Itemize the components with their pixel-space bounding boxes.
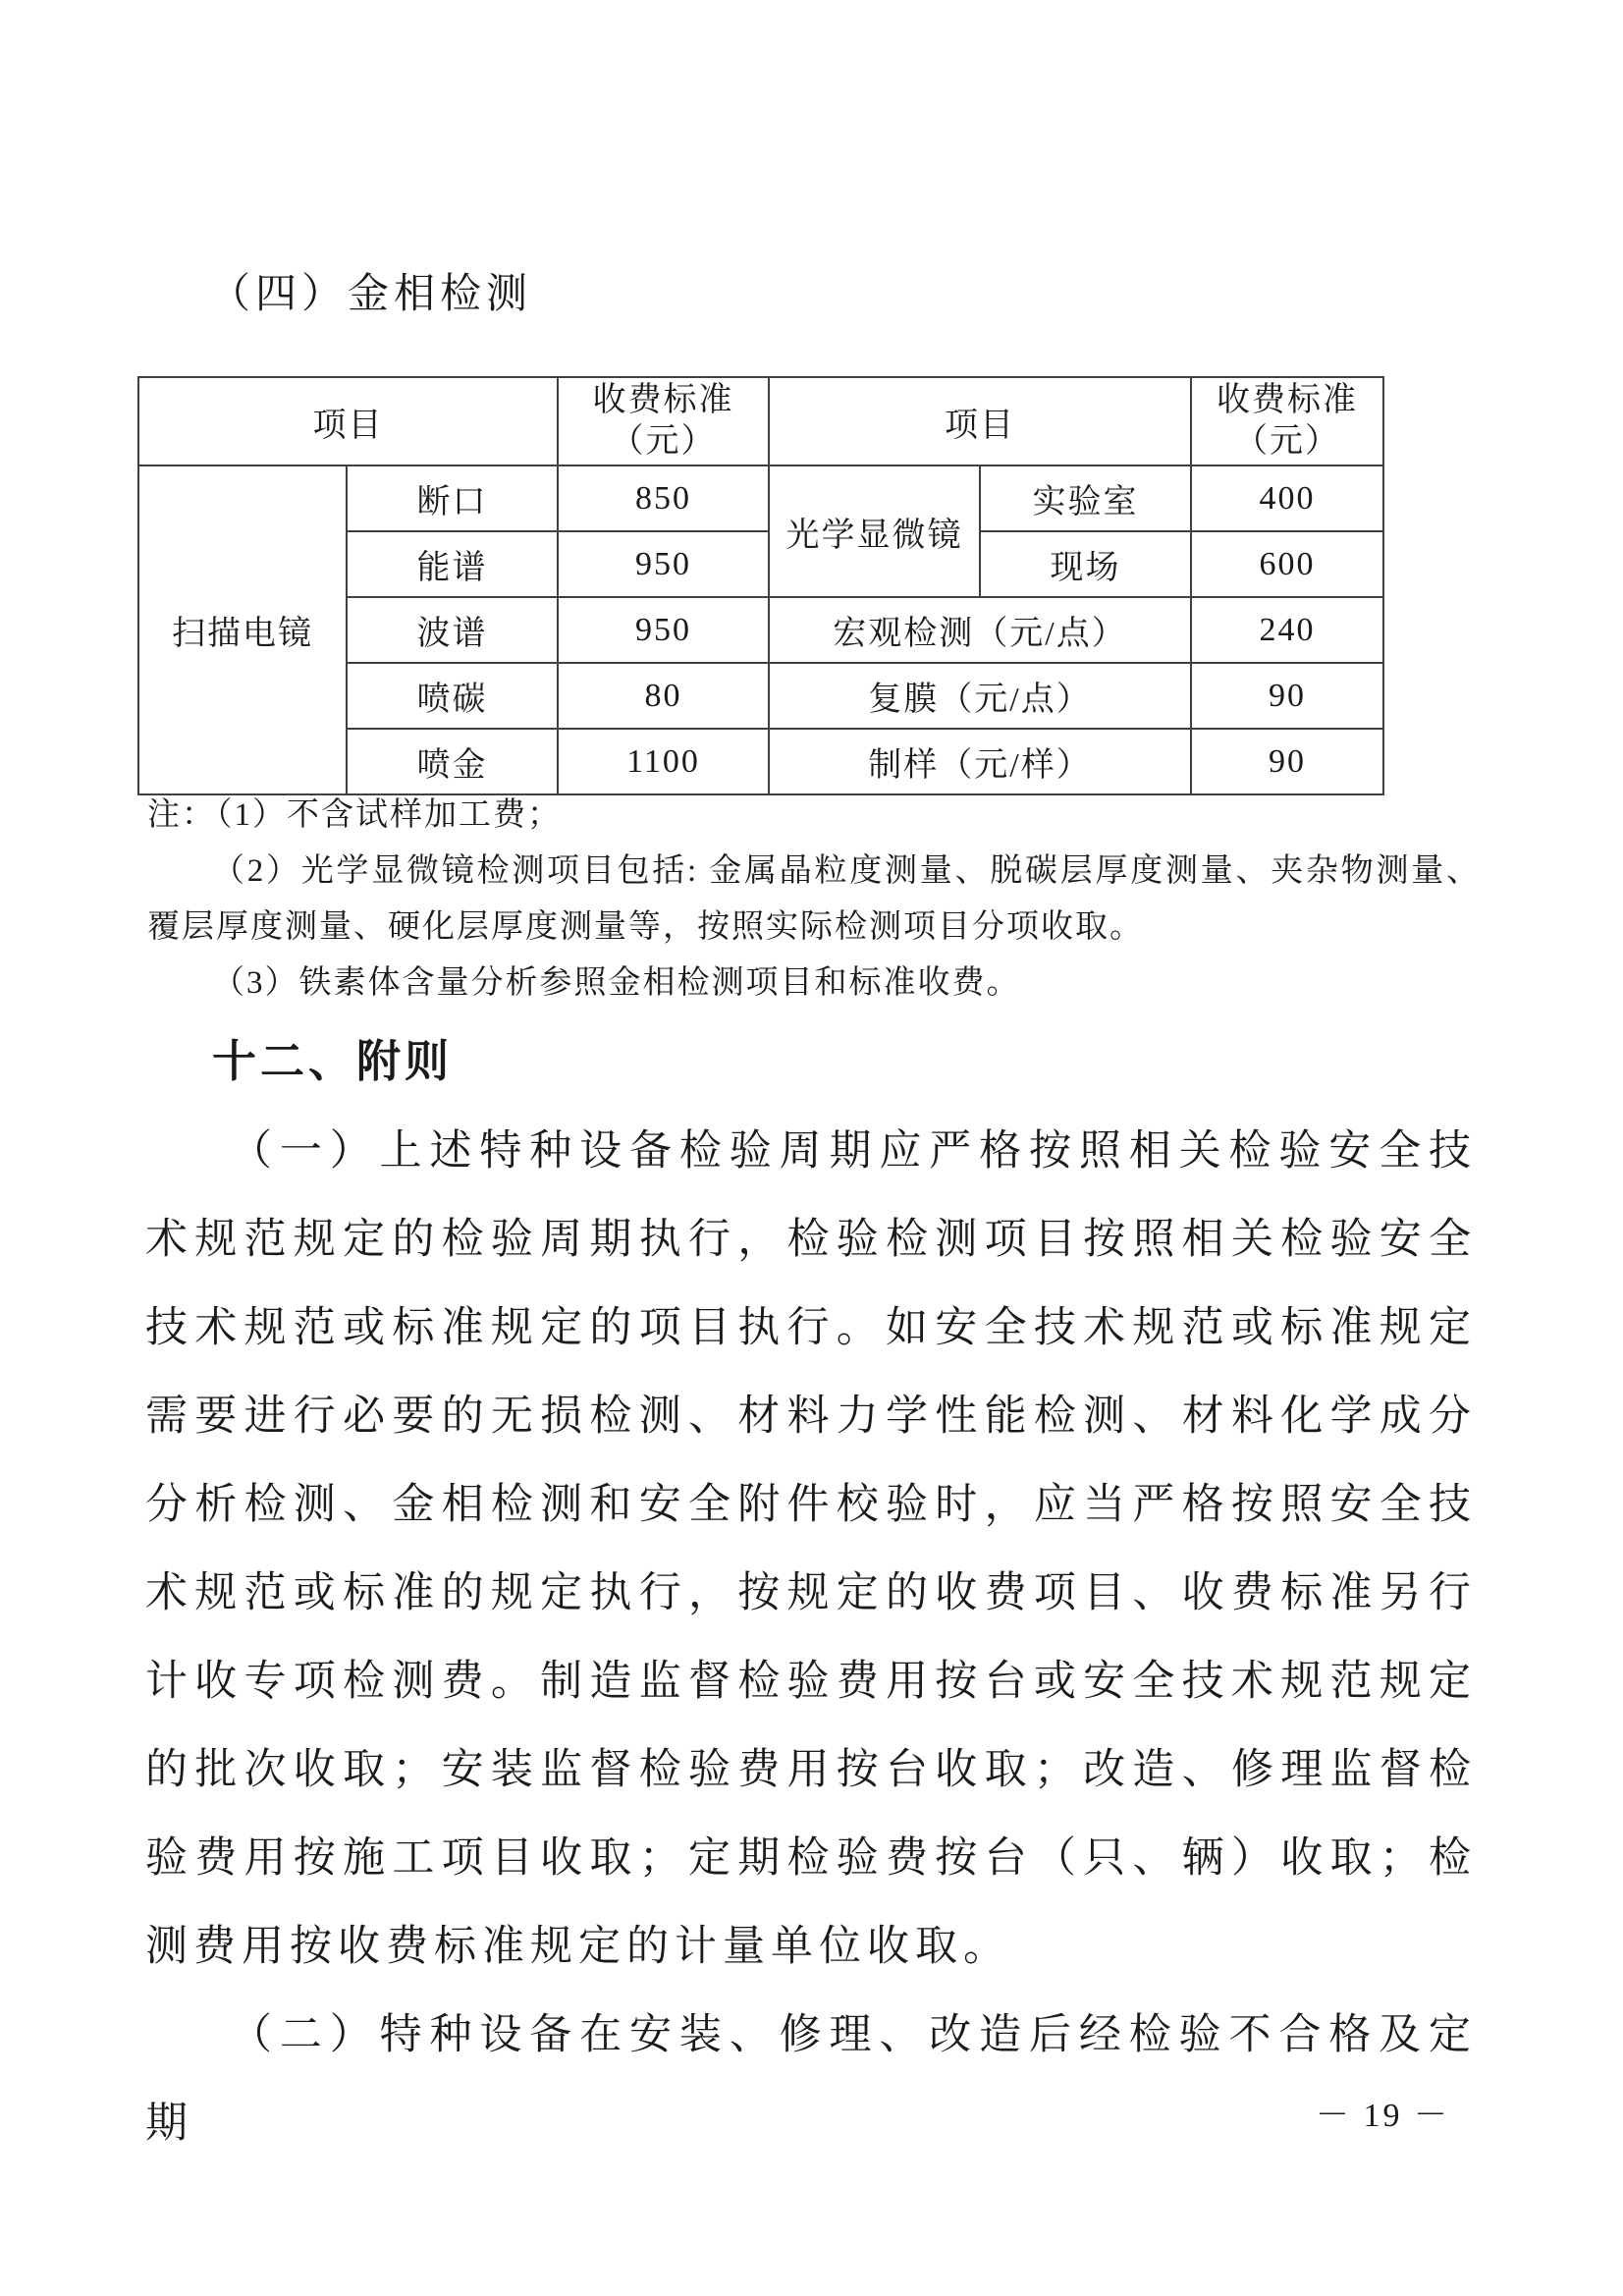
cell-item: 能谱 (347, 531, 558, 597)
fee-table (137, 376, 1384, 795)
header-item-right: 项目 (769, 377, 1191, 465)
cell-item: 制样（元/样） (769, 729, 1191, 794)
cell-item: 喷碳 (347, 663, 558, 729)
cell-item: 波谱 (347, 597, 558, 663)
note-1: 注：（1）不含试样加工费； (147, 797, 562, 833)
note-2: （2）光学显微镜检测项目包括: 金属晶粒度测量、脱碳层厚度测量、夹杂物测量、覆层厚度测量、硬化层厚度测量等，按照实际检测项目分项收取。 (147, 853, 1481, 945)
cell-item: 宏观检测（元/点） (769, 597, 1191, 663)
header-fee-right-line1: 收费标准 (1217, 382, 1358, 418)
cell-fee: 240 (1191, 597, 1383, 663)
cell-fee: 90 (1191, 729, 1383, 794)
cell-fee: 950 (558, 531, 769, 597)
header-item-left: 项目 (138, 377, 558, 465)
header-fee-left-line2: （元） (610, 423, 717, 460)
cell-item: 喷金 (347, 729, 558, 794)
cell-item: 复膜（元/点） (769, 663, 1191, 729)
cell-item: 现场 (980, 531, 1191, 597)
table-header-row (138, 377, 1383, 465)
header-fee-right (1191, 377, 1383, 465)
cell-fee: 950 (558, 597, 769, 663)
header-fee-left-line1: 收费标准 (592, 382, 734, 418)
cell-item: 实验室 (980, 465, 1191, 531)
cell-fee: 1100 (558, 729, 769, 794)
cell-fee: 90 (1191, 663, 1383, 729)
note-3: （3）铁素体含量分析参照金相检测项目和标准收费。 (212, 965, 1021, 1001)
cell-scanning-em-group: 扫描电镜 (138, 465, 347, 794)
cell-optical-group: 光学显微镜 (769, 465, 980, 597)
cell-fee: 400 (1191, 465, 1383, 531)
paragraph-2: （二）特种设备在安装、修理、改造后经检验不合格及定期 (145, 2012, 1477, 2147)
header-fee-right-line2: （元） (1234, 423, 1340, 460)
table-row (138, 465, 1383, 531)
header-fee-left (558, 377, 769, 465)
page-number: － 19 － (1316, 2098, 1450, 2134)
paragraph-1: （一）上述特种设备检验周期应严格按照相关检验安全技术规范规定的检验周期执行，检验检测项目按照相关检验安全技术规范或标准规定的项目执行。如安全技术规范或标准规定需要进行必要的无损检测、材料力学性能检测、材料化学成分分析检测、金相检测和安全附件校验时，应当严格按照安全技术规范或标准的规定执行，按规定的收费项目、收费标准另行计收专项检测费。制造监督检验费用按台或安全技术规范规定的批次收取；安装监督检验费用按台收取；改造、修理监督检验费用按施工项目收取；定期检验费按台（只、辆）收取；检测费用按收费标准规定的计量单位收取。 (145, 1128, 1477, 1970)
body-text (145, 1108, 1477, 2168)
cell-item: 断口 (347, 465, 558, 531)
section-heading-metallographic: （四）金相检测 (209, 272, 533, 317)
cell-fee: 80 (558, 663, 769, 729)
table-notes (147, 788, 1481, 1011)
section-heading-supplementary: 十二、附则 (212, 1036, 454, 1086)
cell-fee: 600 (1191, 531, 1383, 597)
cell-fee: 850 (558, 465, 769, 531)
